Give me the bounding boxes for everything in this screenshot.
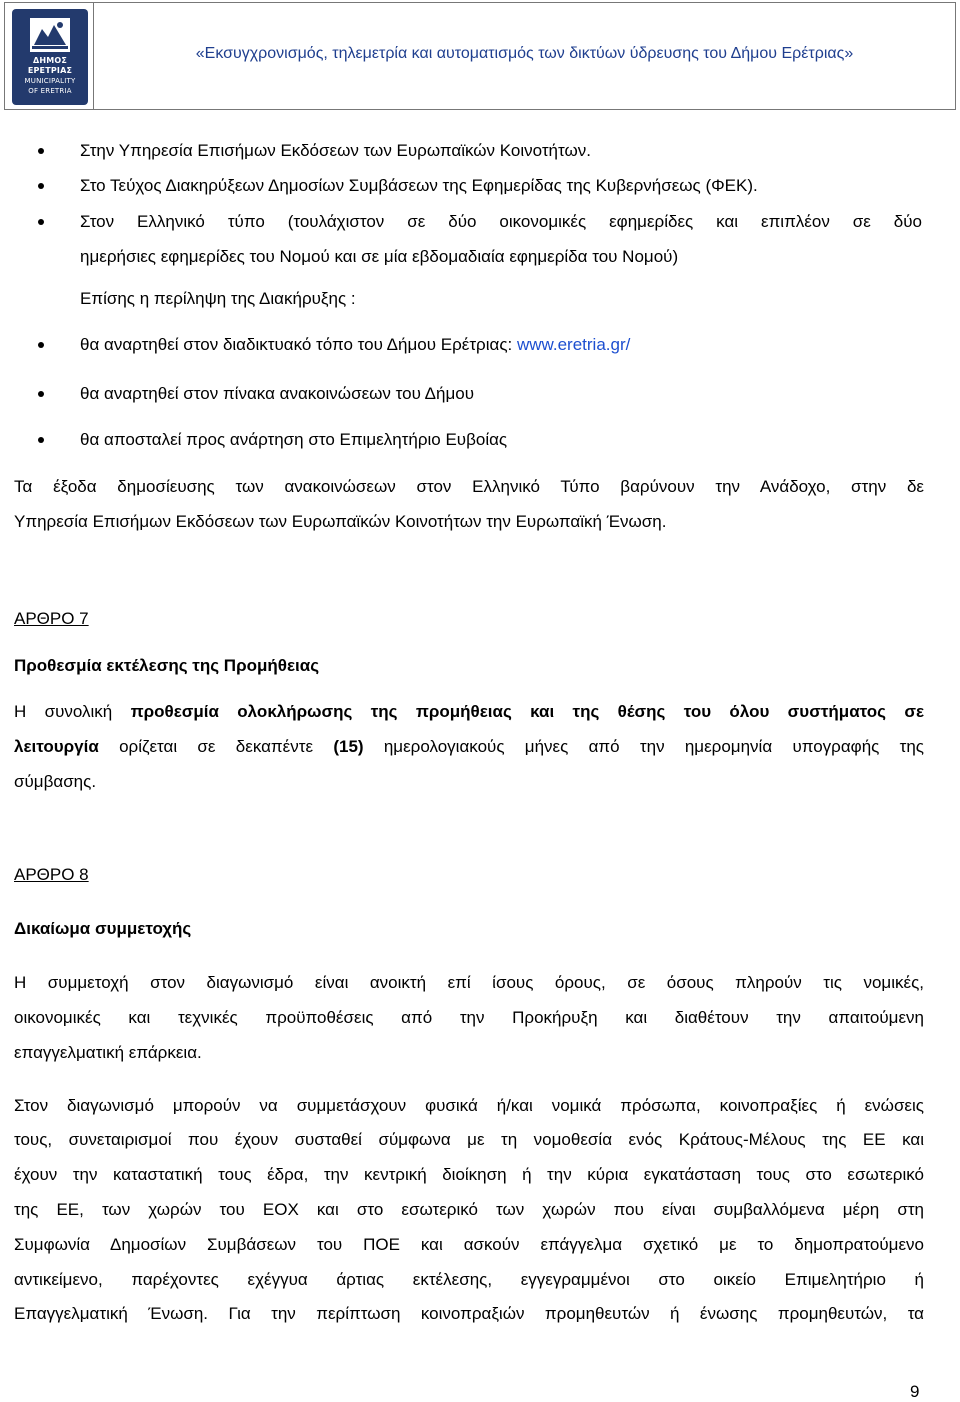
logo-line-3: MUNICIPALITY — [24, 77, 76, 85]
article-8-p2-line-2: τους, συνεταιρισμοί που έχουν συσταθεί σύμφωνα με τη νομοθεσία ενός Κράτους-Μέλους της ΕΕ και — [14, 1130, 924, 1149]
logo-line-1: ΔΗΜΟΣ — [32, 56, 68, 65]
bullet-icon — [38, 183, 44, 189]
bullet-icon — [38, 148, 44, 154]
article-8-p1-line-2: οικονομικές και τεχνικές προϋποθέσεις από την Προκήρυξη και διαθέτουν την απαιτούμενη — [14, 1008, 924, 1027]
costs-line-2: Υπηρεσία Επισήμων Εκδόσεων των Ευρωπαϊκών Κοινοτήτων την Ευρωπαϊκή Ένωση. — [14, 512, 667, 531]
document-title: «Εκσυγχρονισμός, τηλεμετρία και αυτοματισμός των δικτύων ύδρευσης του Δήμου Ερέτριας» — [195, 45, 854, 62]
bullet-fek: Στο Τεύχος Διακηρύξεων Δημοσίων Συμβάσεων της Εφημερίδας της Κυβερνήσεως (ΦΕΚ). — [80, 176, 758, 195]
also-summary: Επίσης η περίληψη της Διακήρυξης : — [80, 289, 356, 308]
article-7-l2-plain2: ημερολογιακούς μήνες από την ημερομηνία υπογραφής της — [363, 737, 924, 756]
bullet-icon — [38, 437, 44, 443]
article-7-subheading — [14, 655, 924, 677]
article-7-l1-bold: προθεσμία ολοκλήρωσης της προμήθειας και της θέσης του όλου συστήματος σε — [130, 702, 925, 721]
bullet-icon — [38, 342, 44, 348]
page-number: 9 — [910, 1382, 920, 1401]
article-8-p2-line-7: Επαγγελματική Ένωση. Για την περίπτωση κοινοπραξιών προμηθευτών ή ένωσης προμηθευτών, τα — [14, 1304, 924, 1323]
article-8-p2-line-5: Συμφωνία Δημοσίων Συμβάσεων του ΠΟΕ και ασκούν επάγγελμα σχετικό με το δημοπρατούμενο — [14, 1235, 924, 1254]
article-7-line-2 — [14, 736, 924, 758]
article-8-heading: ΑΡΘΡΟ 8 — [14, 865, 89, 884]
article-7-l2-bold: λειτουργία — [14, 737, 99, 756]
article-8-p2-line-3: έχουν την καταστατική τους έδρα, την κεντρική διοίκηση ή την κύρια εγκατάσταση τους στο εσωτερικό — [14, 1165, 924, 1184]
article-7-line-3: σύμβασης. — [14, 772, 97, 791]
municipality-logo — [12, 9, 88, 105]
website-prefix: θα αναρτηθεί στον διαδικτυακό τόπο του Δήμου Ερέτριας: — [80, 335, 517, 354]
article-7-l1-plain: Η συνολική — [14, 702, 131, 721]
article-7-heading: ΑΡΘΡΟ 7 — [14, 609, 89, 628]
title-cell — [94, 2, 956, 110]
article-8-subheading — [14, 918, 924, 940]
article-7-line-1 — [14, 701, 924, 723]
article-8-subheading-text: Δικαίωμα συμμετοχής — [14, 919, 192, 938]
logo-cell — [4, 2, 94, 110]
article-8-p2-line-6: αντικείμενο, παρέχοντες εχέγγυα άρτιας εκτέλεσης, εγγεγραμμένοι στο οικείο Επιμελητήριο ή — [14, 1270, 924, 1289]
article-7-l2-bold2: (15) — [333, 737, 364, 756]
bullet-notice-board: θα αναρτηθεί στον πίνακα ανακοινώσεων του Δήμου — [80, 384, 475, 403]
emblem-icon — [26, 15, 74, 55]
bullet-greek-press: Στον Ελληνικό τύπο (τουλάχιστον σε δύο οικονομικές εφημερίδες και επιπλέον σε δύο — [80, 212, 922, 231]
bullet-eu-publications: Στην Υπηρεσία Επισήμων Εκδόσεων των Ευρωπαϊκών Κοινοτήτων. — [80, 141, 591, 160]
bullet-icon — [38, 219, 44, 225]
page-header — [0, 0, 960, 112]
bullet-website — [80, 334, 922, 356]
article-7-l2-plain1: ορίζεται σε δεκαπέντε — [98, 737, 334, 756]
article-8-p2-line-4: της ΕΕ, των χωρών του ΕΟΧ και στο εσωτερικό των χωρών που είναι συμβαλλόμενα μέρη στη — [14, 1200, 924, 1219]
logo-line-4: OF ERETRIA — [28, 87, 72, 95]
article-8-p2-line-1: Στον διαγωνισμό μπορούν να συμμετάσχουν φυσικά ή/και νομικά πρόσωπα, κοινοπραξίες ή ενώσεις — [14, 1096, 924, 1115]
costs-line-1: Τα έξοδα δημοσίευσης των ανακοινώσεων στον Ελληνικό Τύπο βαρύνουν την Ανάδοχο, στην δε — [14, 477, 924, 496]
website-link[interactable]: www.eretria.gr/ — [516, 335, 631, 354]
article-8-p1-line-1: Η συμμετοχή στον διαγωνισμό είναι ανοικτή επί ίσους όρους, σε όσους πληρούν τις νομικές, — [14, 973, 924, 992]
bullet-greek-press-cont: ημερήσιες εφημερίδες του Νομού και σε μία εβδομαδιαία εφημερίδα του Νομού) — [80, 247, 679, 266]
bullet-icon — [38, 391, 44, 397]
article-8-p1-line-3: επαγγελματική επάρκεια. — [14, 1043, 202, 1062]
bullet-chamber: θα αποσταλεί προς ανάρτηση στο Επιμελητήριο Ευβοίας — [80, 430, 508, 449]
article-7-subheading-text: Προθεσμία εκτέλεσης της Προμήθειας — [14, 656, 320, 675]
logo-line-2: ΕΡΕΤΡΙΑΣ — [27, 66, 73, 75]
